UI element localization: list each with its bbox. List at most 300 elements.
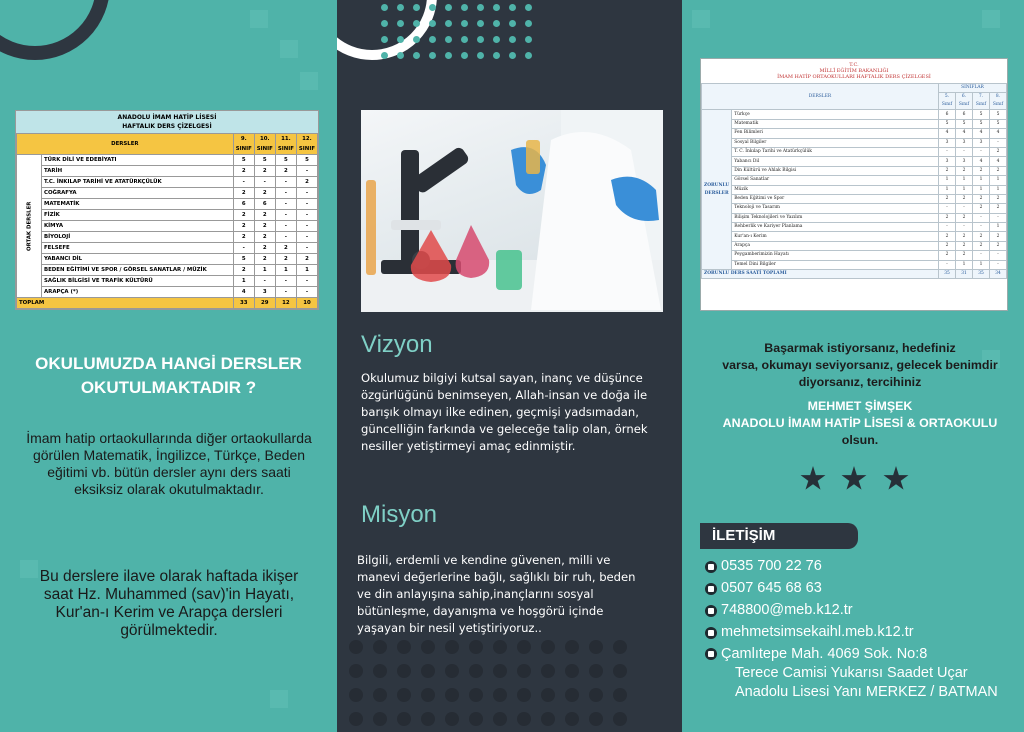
- phone-1[interactable]: [705, 558, 822, 574]
- hours-cell: 2: [254, 254, 275, 265]
- dot: [613, 688, 627, 702]
- course-name: Temel Dini Bilgiler: [732, 260, 939, 269]
- hours-cell: -: [956, 147, 973, 156]
- total-row: [702, 270, 1007, 279]
- table-row: [702, 147, 1007, 156]
- hours-cell: 2: [990, 147, 1007, 156]
- dot: [413, 20, 420, 27]
- dot: [477, 36, 484, 43]
- dot: [445, 640, 459, 654]
- address-text: [721, 645, 998, 702]
- dot: [541, 712, 555, 726]
- email-link[interactable]: [705, 602, 853, 618]
- school-name: [700, 398, 1020, 449]
- dot: [493, 52, 500, 59]
- total-row: [17, 298, 318, 309]
- dot: [509, 52, 516, 59]
- dot: [349, 640, 363, 654]
- course-name: FİZİK: [42, 210, 234, 221]
- dot: [461, 4, 468, 11]
- courses-paragraph-2: Bu derslere ilave olarak haftada ikişer saat Hz. Muhammed (sav)'in Hayatı, Kur'an-ı Kerim ve Arapça dersleri görülmektedir.: [39, 568, 299, 639]
- total-cell: 10: [296, 298, 317, 309]
- total-cell: 35: [973, 270, 990, 279]
- hours-cell: -: [939, 204, 956, 213]
- total-cell: 12: [275, 298, 296, 309]
- hours-cell: -: [990, 251, 1007, 260]
- dot: [349, 688, 363, 702]
- hours-cell: -: [973, 147, 990, 156]
- hours-cell: 5: [275, 155, 296, 166]
- phone-icon: [705, 561, 717, 573]
- mission-title: Misyon: [361, 501, 438, 528]
- col-header-grade: 7. Sınıf: [973, 93, 990, 110]
- square-decoration: [250, 10, 268, 28]
- motto-line2: varsa, okumayı seviyorsanız, gelecek benimdir: [722, 358, 998, 372]
- dot: [493, 4, 500, 11]
- dot: [373, 688, 387, 702]
- hours-cell: 3: [254, 287, 275, 298]
- table-row: [17, 210, 318, 221]
- total-cell: 34: [990, 270, 1007, 279]
- hours-cell: -: [254, 276, 275, 287]
- hours-cell: 2: [990, 241, 1007, 250]
- courses-heading: [0, 352, 337, 400]
- hours-cell: 4: [939, 129, 956, 138]
- hours-cell: -: [939, 223, 956, 232]
- hours-cell: 1: [973, 185, 990, 194]
- hours-cell: -: [296, 232, 317, 243]
- dot: [413, 52, 420, 59]
- dot: [509, 36, 516, 43]
- total-cell: 31: [956, 270, 973, 279]
- table-row: [17, 188, 318, 199]
- dot: [397, 36, 404, 43]
- hours-cell: -: [275, 287, 296, 298]
- hours-cell: -: [296, 276, 317, 287]
- table-row: [702, 232, 1007, 241]
- course-name: TARİH: [42, 166, 234, 177]
- hours-cell: -: [275, 199, 296, 210]
- table-row: [702, 251, 1007, 260]
- square-decoration: [280, 40, 298, 58]
- table-title: [16, 111, 318, 133]
- hours-cell: 2: [956, 213, 973, 222]
- course-name: T.C. İNKILAP TARİHİ VE ATATÜRKÇÜLÜK: [42, 177, 234, 188]
- hours-cell: 2: [233, 166, 254, 177]
- dot: [541, 640, 555, 654]
- dot: [525, 52, 532, 59]
- hours-cell: 5: [233, 155, 254, 166]
- hours-cell: 2: [956, 251, 973, 260]
- dot: [445, 712, 459, 726]
- dot: [477, 52, 484, 59]
- hours-cell: 1: [296, 265, 317, 276]
- hours-cell: -: [939, 147, 956, 156]
- courses-heading-line1: OKULUMUZDA HANGİ DERSLER: [35, 354, 302, 373]
- course-name: BEDEN EĞİTİMİ VE SPOR / GÖRSEL SANATLAR / MÜZİK: [42, 265, 234, 276]
- course-name: Bilişim Teknolojileri ve Yazılım: [732, 213, 939, 222]
- address-line2: Terece Camisi Yukarısı Saadet Uçar: [735, 665, 968, 681]
- dot: [397, 688, 411, 702]
- dot: [477, 4, 484, 11]
- dot: [445, 688, 459, 702]
- table-row: [17, 166, 318, 177]
- hours-cell: 5: [956, 119, 973, 128]
- hours-cell: 1: [990, 223, 1007, 232]
- dot: [589, 688, 603, 702]
- total-label: ZORUNLU DERS SAATİ TOPLAMI: [702, 270, 939, 279]
- hours-cell: 1: [973, 260, 990, 269]
- col-header-grades: SINIFLAR: [939, 84, 1007, 93]
- hours-cell: -: [296, 287, 317, 298]
- dot: [397, 640, 411, 654]
- hours-cell: -: [275, 276, 296, 287]
- dot: [541, 664, 555, 678]
- dot: [445, 4, 452, 11]
- course-name: Peygamberimizin Hayatı: [732, 251, 939, 260]
- contact-heading: İLETİŞİM: [700, 523, 858, 549]
- hours-cell: 2: [233, 210, 254, 221]
- table-row: [702, 157, 1007, 166]
- schedule-grid: [701, 83, 1007, 279]
- table-row: [17, 155, 318, 166]
- dot: [373, 712, 387, 726]
- hours-cell: 4: [956, 129, 973, 138]
- hours-cell: 4: [990, 157, 1007, 166]
- hours-cell: -: [275, 210, 296, 221]
- dot: [461, 36, 468, 43]
- hours-cell: -: [296, 243, 317, 254]
- website-link[interactable]: [705, 624, 914, 640]
- dot: [493, 640, 507, 654]
- laboratory-photo: [361, 110, 663, 312]
- dot: [349, 664, 363, 678]
- hours-cell: -: [973, 223, 990, 232]
- hours-cell: 3: [956, 157, 973, 166]
- hours-cell: 2: [973, 232, 990, 241]
- hours-cell: 1: [275, 265, 296, 276]
- hours-cell: 1: [990, 176, 1007, 185]
- course-name: SAĞLIK BİLGİSİ VE TRAFİK KÜLTÜRÜ: [42, 276, 234, 287]
- dot: [565, 640, 579, 654]
- square-decoration: [982, 10, 1000, 28]
- hours-cell: 3: [939, 157, 956, 166]
- hours-cell: 2: [233, 188, 254, 199]
- dot: [445, 20, 452, 27]
- table-row: [17, 177, 318, 188]
- dot: [413, 36, 420, 43]
- table-title-line2: MİLLÎ EĞİTİM BAKANLIĞI: [819, 68, 889, 74]
- hours-cell: -: [990, 138, 1007, 147]
- col-header-grade: 5. Sınıf: [939, 93, 956, 110]
- dot: [421, 664, 435, 678]
- hours-cell: 2: [939, 194, 956, 203]
- dot: [397, 20, 404, 27]
- table-row: [702, 185, 1007, 194]
- middle-panel: [337, 0, 682, 732]
- total-label: TOPLAM: [17, 298, 234, 309]
- hours-cell: 2: [990, 194, 1007, 203]
- hours-cell: -: [296, 199, 317, 210]
- dot: [589, 664, 603, 678]
- dot: [525, 4, 532, 11]
- hours-cell: 2: [973, 241, 990, 250]
- side-label: ORTAK DERSLER: [17, 155, 42, 298]
- hours-cell: 5: [233, 254, 254, 265]
- dot: [429, 52, 436, 59]
- table-row: [17, 199, 318, 210]
- hours-cell: 2: [990, 166, 1007, 175]
- table-title-line1: ANADOLU İMAM HATİP LİSESİ: [117, 114, 217, 121]
- circle-decoration: [0, 0, 110, 60]
- dot-pattern: [381, 4, 532, 59]
- dot-pattern: [349, 640, 627, 726]
- square-decoration: [300, 72, 318, 90]
- table-row: [17, 265, 318, 276]
- hours-cell: 2: [956, 166, 973, 175]
- hours-cell: 2: [939, 251, 956, 260]
- hours-cell: 1: [939, 176, 956, 185]
- hours-cell: 2: [956, 232, 973, 241]
- dot: [493, 20, 500, 27]
- hours-cell: 1: [254, 265, 275, 276]
- hours-cell: 2: [956, 194, 973, 203]
- course-name: Din Kültürü ve Ahlak Bilgisi: [732, 166, 939, 175]
- hours-cell: -: [990, 260, 1007, 269]
- dot: [413, 4, 420, 11]
- hours-cell: -: [275, 188, 296, 199]
- dot: [493, 664, 507, 678]
- hours-cell: 2: [956, 241, 973, 250]
- dot: [509, 20, 516, 27]
- table-row: [17, 232, 318, 243]
- vision-text: Okulumuz bilgiyi kutsal sayan, inanç ve düşünce özgürlüğünü benimseyen, Allah-insan ve doğa ile barışık olmayı ilke edinen, geçmişi yadsımadan, güncelliğin farkında ve geleceğe talip olan, örnek nesiller yetiştirmeyi amaç edinmiştir.: [361, 371, 648, 453]
- course-name: Rehberlik ve Kariyer Planlama: [732, 223, 939, 232]
- dot: [397, 712, 411, 726]
- course-name: KİMYA: [42, 221, 234, 232]
- hours-cell: 2: [275, 254, 296, 265]
- hours-cell: 2: [939, 232, 956, 241]
- dot: [589, 640, 603, 654]
- hours-cell: 1: [956, 176, 973, 185]
- hours-cell: 3: [973, 138, 990, 147]
- total-cell: 33: [233, 298, 254, 309]
- dot: [565, 712, 579, 726]
- course-name: COĞRAFYA: [42, 188, 234, 199]
- vision-title: Vizyon: [361, 331, 433, 358]
- course-name: Görsel Sanatlar: [732, 176, 939, 185]
- hours-cell: 2: [296, 254, 317, 265]
- course-name: Arapça: [732, 241, 939, 250]
- dot: [613, 640, 627, 654]
- courses-paragraph-1: İmam hatip ortaokullarında diğer ortaokullarda görülen Matematik, İngilizce, Türkçe, Beden eğitimi vb. bütün dersler aynı ders saati eksiksiz olarak okutulmaktadır.: [26, 430, 312, 497]
- hours-cell: 2: [254, 210, 275, 221]
- table-row: [17, 254, 318, 265]
- dot: [429, 36, 436, 43]
- hours-cell: -: [275, 232, 296, 243]
- dot: [421, 640, 435, 654]
- hours-cell: -: [233, 243, 254, 254]
- dot: [381, 52, 388, 59]
- phone-icon: [705, 583, 717, 595]
- cursor-icon: [705, 627, 717, 639]
- hours-cell: 5: [296, 155, 317, 166]
- hours-cell: 2: [939, 166, 956, 175]
- phone-2-text: 0507 645 68 63: [721, 580, 822, 596]
- course-name: MATEMATİK: [42, 199, 234, 210]
- table-row: [702, 213, 1007, 222]
- hours-cell: 3: [956, 138, 973, 147]
- hours-cell: 1: [956, 260, 973, 269]
- address: [705, 645, 998, 702]
- hours-cell: 2: [254, 188, 275, 199]
- course-name: BİYOLOJİ: [42, 232, 234, 243]
- hours-cell: 2: [254, 166, 275, 177]
- dot: [517, 640, 531, 654]
- table-title-line2: HAFTALIK DERS ÇİZELGESİ: [122, 123, 212, 130]
- dot: [397, 664, 411, 678]
- course-name: ARAPÇA (*): [42, 287, 234, 298]
- dot: [517, 712, 531, 726]
- dot: [509, 4, 516, 11]
- course-name: Teknoloji ve Tasarım: [732, 204, 939, 213]
- hours-cell: 1: [990, 185, 1007, 194]
- dot: [421, 688, 435, 702]
- table-title-line1: T.C.: [849, 62, 859, 68]
- address-line3: Anadolu Lisesi Yanı MERKEZ / BATMAN: [735, 684, 998, 700]
- hours-cell: 2: [973, 194, 990, 203]
- dot: [429, 20, 436, 27]
- hours-cell: -: [973, 251, 990, 260]
- dot: [445, 36, 452, 43]
- hours-cell: -: [939, 260, 956, 269]
- laboratory-illustration: [361, 110, 663, 312]
- address-line1: Çamlıtepe Mah. 4069 Sok. No:8: [721, 646, 928, 662]
- course-name: Türkçe: [732, 110, 939, 119]
- course-name: Yabancı Dil: [732, 157, 939, 166]
- hours-cell: -: [973, 213, 990, 222]
- col-header-grade: 6. Sınıf: [956, 93, 973, 110]
- hours-cell: 1: [956, 185, 973, 194]
- dot: [517, 688, 531, 702]
- dot: [461, 52, 468, 59]
- hours-cell: 2: [254, 243, 275, 254]
- course-name: TÜRK DİLİ VE EDEBİYATI: [42, 155, 234, 166]
- table-row: [702, 110, 1007, 119]
- dot: [397, 52, 404, 59]
- dot: [541, 688, 555, 702]
- hours-cell: 2: [990, 204, 1007, 213]
- dot: [429, 4, 436, 11]
- table-row: [702, 166, 1007, 175]
- dot: [381, 20, 388, 27]
- phone-2[interactable]: [705, 580, 822, 596]
- dot: [565, 688, 579, 702]
- location-pin-icon: [705, 648, 717, 660]
- hours-cell: 5: [973, 119, 990, 128]
- dot: [525, 20, 532, 27]
- total-cell: 29: [254, 298, 275, 309]
- col-header-courses: DERSLER: [17, 134, 234, 155]
- hours-cell: 2: [939, 213, 956, 222]
- hours-cell: -: [275, 221, 296, 232]
- hours-cell: 6: [956, 110, 973, 119]
- dot: [349, 712, 363, 726]
- hours-cell: 1: [973, 176, 990, 185]
- dot: [461, 20, 468, 27]
- hours-cell: 5: [990, 119, 1007, 128]
- dot: [445, 664, 459, 678]
- hours-cell: 2: [990, 232, 1007, 241]
- hours-cell: 3: [939, 138, 956, 147]
- table-row: [17, 287, 318, 298]
- total-cell: 35: [939, 270, 956, 279]
- hours-cell: 2: [233, 221, 254, 232]
- course-name: T. C. İnkılap Tarihi ve Atatürkçülük: [732, 147, 939, 156]
- table-row: [702, 204, 1007, 213]
- dot: [469, 640, 483, 654]
- course-name: Matematik: [732, 119, 939, 128]
- course-name: Fen Bilimleri: [732, 129, 939, 138]
- course-name: Müzik: [732, 185, 939, 194]
- hours-cell: 1: [233, 276, 254, 287]
- table-row: [702, 119, 1007, 128]
- school-name-line3: olsun.: [841, 433, 879, 447]
- dot: [469, 712, 483, 726]
- table-row: [702, 223, 1007, 232]
- square-decoration: [692, 10, 710, 28]
- hours-cell: 5: [990, 110, 1007, 119]
- dot: [589, 712, 603, 726]
- hours-cell: 2: [275, 166, 296, 177]
- hours-cell: 6: [939, 110, 956, 119]
- table-title: [701, 59, 1007, 80]
- dot: [525, 36, 532, 43]
- hours-cell: 2: [973, 204, 990, 213]
- hours-cell: 2: [973, 166, 990, 175]
- hours-cell: 6: [233, 199, 254, 210]
- side-label: ZORUNLU DERSLER: [702, 110, 732, 270]
- hours-cell: -: [296, 210, 317, 221]
- hours-cell: -: [990, 213, 1007, 222]
- course-name: YABANCI DİL: [42, 254, 234, 265]
- table-row: [702, 176, 1007, 185]
- dot: [613, 712, 627, 726]
- dot: [421, 712, 435, 726]
- dot: [477, 20, 484, 27]
- col-header-grade: 8. Sınıf: [990, 93, 1007, 110]
- table-row: [17, 243, 318, 254]
- mail-icon: [705, 605, 717, 617]
- hours-cell: 4: [233, 287, 254, 298]
- left-panel: [0, 0, 337, 732]
- col-header-courses: DERSLER: [702, 84, 939, 110]
- motto-line3: diyorsanız, tercihiniz: [798, 375, 922, 389]
- hours-cell: -: [296, 221, 317, 232]
- table-row: [702, 194, 1007, 203]
- dot: [565, 664, 579, 678]
- col-header-grade: 11. SINIF: [275, 134, 296, 155]
- phone-1-text: 0535 700 22 76: [721, 558, 822, 574]
- hours-cell: 4: [990, 129, 1007, 138]
- hours-cell: 5: [973, 110, 990, 119]
- col-header-grade: 9. SINIF: [233, 134, 254, 155]
- hours-cell: 2: [939, 241, 956, 250]
- square-decoration: [270, 690, 288, 708]
- hours-cell: 2: [254, 221, 275, 232]
- hours-cell: 2: [254, 232, 275, 243]
- hours-cell: 5: [939, 119, 956, 128]
